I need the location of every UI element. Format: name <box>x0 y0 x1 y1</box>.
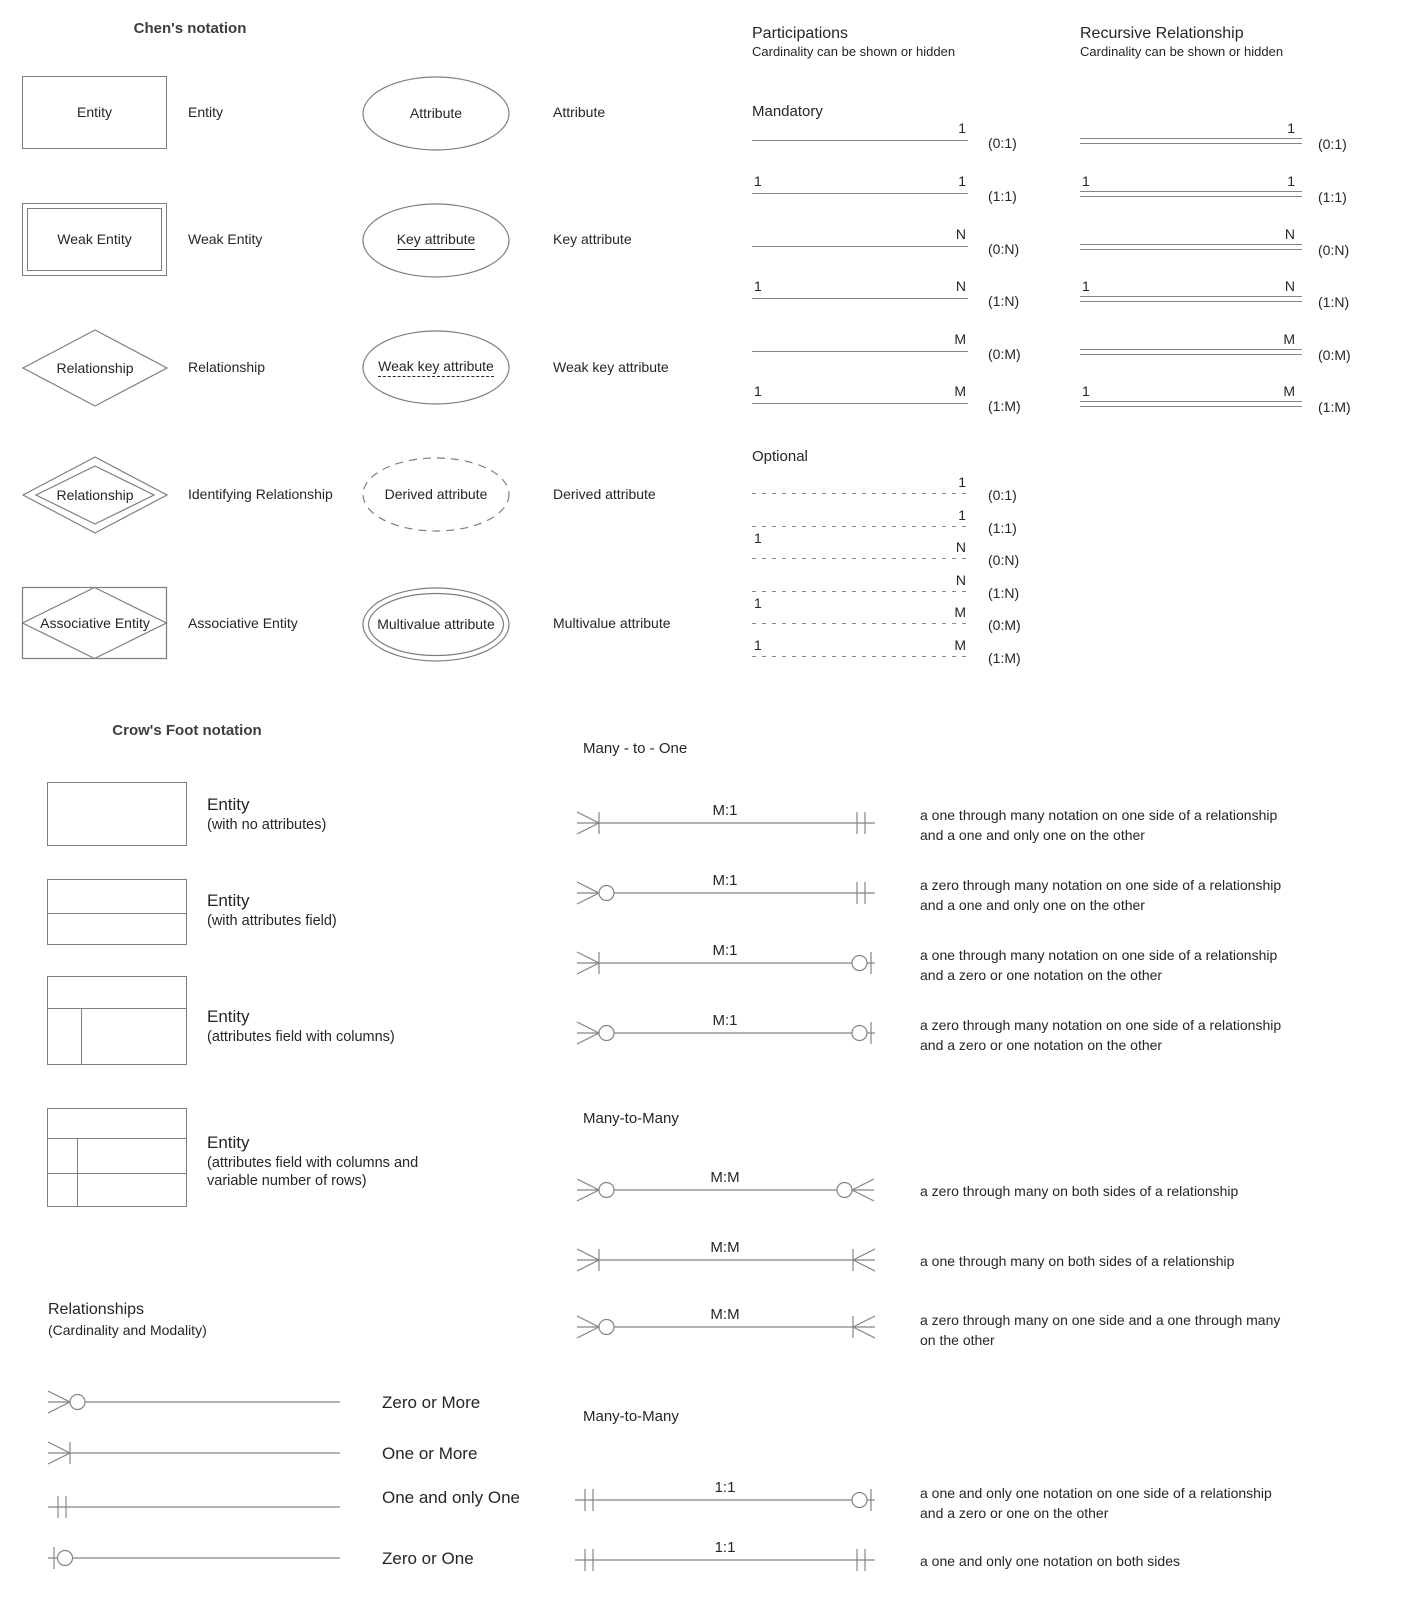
m1-row4-line-icon <box>575 1013 887 1053</box>
dashed-line <box>752 493 968 494</box>
oo-row2-label: 1:1 <box>714 1539 736 1556</box>
chen-relationship-label: Relationship <box>188 359 266 375</box>
right-cardinality: M <box>954 637 966 653</box>
description-line: a one through many on both sides of a relationship <box>920 1253 1235 1269</box>
right-cardinality: 1 <box>958 173 966 189</box>
derived-attribute-shape-text: Derived attribute <box>384 486 488 502</box>
mm-row2-label: M:M <box>710 1239 740 1256</box>
description-line: and a one and only one on the other <box>920 826 1145 843</box>
left-cardinality: 1 <box>754 278 762 294</box>
crows-foot-title: Crow's Foot notation <box>112 722 262 739</box>
attr-field-divider <box>48 913 186 914</box>
right-cardinality: 1 <box>1287 173 1295 189</box>
cardinality-pair: (1:M) <box>988 398 1021 414</box>
description-line: on the other <box>920 1331 995 1348</box>
derived-attribute-label: Derived attribute <box>553 486 656 502</box>
mandatory-row-1-1 <box>752 171 1052 207</box>
zero-or-one-label: Zero or One <box>382 1549 474 1568</box>
left-cardinality: 1 <box>754 530 762 546</box>
crowsfoot-entity-rows <box>47 1108 187 1207</box>
mm-row1-description <box>920 1182 1238 1202</box>
relationship-shape-text: Relationship <box>56 359 134 376</box>
dashed-line <box>752 623 968 624</box>
cardinality-pair: (1:1) <box>988 188 1017 204</box>
recursive-row-0-n <box>1080 224 1380 260</box>
zero-or-one-line-icon <box>48 1538 348 1578</box>
dashed-line <box>752 591 968 592</box>
dashed-line <box>752 526 968 527</box>
description-line: a zero through many notation on one side of a relationship <box>920 1017 1282 1033</box>
crowsfoot-entity-columns-label: Entity <box>207 1007 250 1026</box>
oo-row1-label: 1:1 <box>714 1479 736 1496</box>
double-line <box>1080 349 1302 355</box>
header-divider <box>48 1008 186 1009</box>
optional-row-0-m <box>752 602 1052 638</box>
left-cardinality: 1 <box>1082 383 1090 399</box>
double-line <box>1080 401 1302 407</box>
right-cardinality: 1 <box>958 474 966 490</box>
recursive-relationship-subtitle: Cardinality can be shown or hidden <box>1080 44 1284 59</box>
dashed-line <box>752 558 968 559</box>
cardinality-pair: (1:1) <box>988 520 1017 536</box>
key-attribute-label: Key attribute <box>553 231 632 247</box>
relationships-subtitle: (Cardinality and Modality) <box>48 1322 207 1338</box>
oo-row2-description <box>920 1552 1180 1572</box>
recursive-relationship-title: Recursive Relationship <box>1080 25 1244 42</box>
m1-row1-label: M:1 <box>712 802 738 819</box>
recursive-row-1-m <box>1080 381 1380 417</box>
one-or-more-line-icon <box>48 1433 348 1473</box>
left-cardinality: 1 <box>754 595 762 611</box>
m1-row4-label: M:1 <box>712 1012 738 1029</box>
row-divider <box>48 1173 186 1174</box>
crowsfoot-entity-rows-label: Entity <box>207 1133 250 1152</box>
zero-or-more-line-icon <box>48 1382 348 1422</box>
cardinality-pair: (0:N) <box>1318 242 1350 258</box>
mandatory-row-0-m <box>752 329 1052 365</box>
mandatory-row-0-1 <box>752 118 1052 154</box>
crowsfoot-entity-rows-sublabel: (attributes field with columns and variable number of rows) <box>207 1155 419 1189</box>
description-line: a zero through many notation on one side of a relationship <box>920 877 1282 893</box>
chen-notation-title: Chen's notation <box>133 20 247 37</box>
description-line: a one and only one notation on one side of a relationship <box>920 1485 1272 1501</box>
m1-row1-line-icon <box>575 803 887 843</box>
associative-entity-shape-text: Associative Entity <box>40 615 150 631</box>
mm-row2-description <box>920 1252 1234 1272</box>
mandatory-row-1-m <box>752 381 1052 417</box>
right-cardinality: M <box>954 604 966 620</box>
many-to-many-title: Many-to-Many <box>583 1110 679 1127</box>
right-cardinality: M <box>1283 331 1295 347</box>
attribute-shape-text: Attribute <box>409 105 463 121</box>
solid-line <box>752 403 968 404</box>
cardinality-pair: (0:M) <box>1318 347 1351 363</box>
description-line: a zero through many on both sides of a relationship <box>920 1183 1239 1199</box>
mm-row3-description <box>920 1311 1280 1350</box>
chen-entity-shape: Entity <box>22 76 167 149</box>
cardinality-pair: (0:N) <box>988 241 1020 257</box>
double-line <box>1080 296 1302 302</box>
cardinality-pair: (1:N) <box>988 585 1020 601</box>
cardinality-pair: (1:1) <box>1318 189 1347 205</box>
dashed-line <box>752 656 968 657</box>
right-cardinality: N <box>955 226 966 242</box>
crowsfoot-entity-plain <box>47 782 187 846</box>
right-cardinality: N <box>1284 226 1295 242</box>
right-cardinality: M <box>954 331 966 347</box>
m1-row2-label: M:1 <box>712 872 738 889</box>
weak-entity-shape-text: Weak Entity <box>57 231 132 247</box>
mandatory-heading: Mandatory <box>752 103 823 120</box>
cardinality-pair: (0:1) <box>988 487 1017 503</box>
left-cardinality: 1 <box>1082 278 1090 294</box>
oo-row1-description <box>920 1484 1272 1523</box>
right-cardinality: 1 <box>958 120 966 136</box>
many-to-one-title: Many - to - One <box>583 740 688 757</box>
left-cardinality: 1 <box>1082 173 1090 189</box>
description-line: a one through many notation on one side of a relationship <box>920 947 1278 963</box>
optional-row-1-m <box>752 635 1052 671</box>
optional-row-1-n <box>752 570 1052 611</box>
crowsfoot-entity-plain-sublabel: (with no attributes) <box>207 817 327 833</box>
crowsfoot-entity-attrfield-sublabel: (with attributes field) <box>207 913 337 929</box>
description-line: and a zero or one on the other <box>920 1504 1109 1521</box>
header-divider <box>48 1138 186 1139</box>
mandatory-row-0-n <box>752 224 1052 260</box>
cardinality-pair: (0:1) <box>988 135 1017 151</box>
cardinality-pair: (1:M) <box>988 650 1021 666</box>
m1-row2-description <box>920 876 1281 915</box>
solid-line <box>752 193 968 194</box>
m1-row3-line-icon <box>575 943 887 983</box>
m1-row4-description <box>920 1016 1281 1055</box>
optional-row-1-1 <box>752 505 1052 546</box>
double-line <box>1080 244 1302 250</box>
recursive-row-0-1 <box>1080 118 1380 154</box>
recursive-row-0-m <box>1080 329 1380 365</box>
right-cardinality: N <box>955 539 966 555</box>
m1-row2-line-icon <box>575 873 887 913</box>
optional-heading: Optional <box>752 448 808 465</box>
right-cardinality: N <box>955 572 966 588</box>
column-divider <box>81 1008 82 1064</box>
weak-key-attribute-label: Weak key attribute <box>553 359 669 375</box>
solid-line <box>752 246 968 247</box>
one-or-more-label: One or More <box>382 1444 478 1463</box>
chen-entity-label: Entity <box>188 104 224 120</box>
description-line: a one through many notation on one side of a relationship <box>920 807 1278 823</box>
many-to-many-2-title: Many-to-Many <box>583 1408 679 1425</box>
mm-row2-line-icon <box>575 1240 887 1280</box>
key-attribute-underlined-text: Key attribute <box>397 231 476 250</box>
mm-row1-label: M:M <box>710 1169 740 1186</box>
mandatory-row-1-n <box>752 276 1052 312</box>
solid-line <box>752 140 968 141</box>
one-and-only-one-line-icon <box>48 1487 348 1527</box>
column-divider <box>77 1138 78 1206</box>
cardinality-pair: (0:M) <box>988 617 1021 633</box>
crowsfoot-entity-attrfield <box>47 879 187 945</box>
cardinality-pair: (1:M) <box>1318 399 1351 415</box>
participations-title: Participations <box>752 25 849 42</box>
description-line: a zero through many on one side and a one through many <box>920 1312 1281 1328</box>
oo-row1-line-icon <box>575 1480 887 1520</box>
left-cardinality: 1 <box>754 173 762 189</box>
attribute-label: Attribute <box>553 104 606 120</box>
right-cardinality: N <box>1284 278 1295 294</box>
recursive-row-1-n <box>1080 276 1380 312</box>
description-line: and a zero or one notation on the other <box>920 966 1163 983</box>
solid-line <box>752 351 968 352</box>
description-line: and a one and only one on the other <box>920 896 1145 913</box>
cardinality-pair: (0:M) <box>988 346 1021 362</box>
weak-key-attribute-shape-text <box>362 330 510 405</box>
one-and-only-one-label: One and only One <box>382 1488 520 1507</box>
chen-weak-entity-shape <box>22 203 167 276</box>
crowsfoot-entity-columns-sublabel: (attributes field with columns) <box>207 1029 395 1045</box>
double-line <box>1080 191 1302 197</box>
cardinality-pair: (1:N) <box>988 293 1020 309</box>
optional-row-0-1 <box>752 472 1052 508</box>
right-cardinality: N <box>955 278 966 294</box>
chen-weak-entity-label: Weak Entity <box>188 231 263 247</box>
solid-line <box>752 298 968 299</box>
description-line: a one and only one notation on both sides <box>920 1553 1180 1569</box>
left-cardinality: 1 <box>754 383 762 399</box>
multivalue-attribute-label: Multivalue attribute <box>553 615 671 631</box>
m1-row1-description <box>920 806 1277 845</box>
recursive-row-1-1 <box>1080 171 1380 207</box>
description-line: and a zero or one notation on the other <box>920 1036 1163 1053</box>
right-cardinality: 1 <box>958 507 966 523</box>
relationships-title: Relationships <box>48 1301 145 1318</box>
oo-row2-line-icon <box>575 1540 887 1580</box>
weak-key-attribute-dashed-underline-text: Weak key attribute <box>378 358 494 377</box>
participations-subtitle: Cardinality can be shown or hidden <box>752 44 956 59</box>
optional-row-0-n <box>752 537 1052 573</box>
cardinality-pair: (0:1) <box>1318 136 1347 152</box>
mm-row3-label: M:M <box>710 1306 740 1323</box>
right-cardinality: 1 <box>1287 120 1295 136</box>
left-cardinality: 1 <box>754 637 762 653</box>
mm-row1-line-icon <box>575 1170 887 1210</box>
mm-row3-line-icon <box>575 1307 887 1347</box>
crowsfoot-entity-attrfield-label: Entity <box>207 891 250 910</box>
m1-row3-description <box>920 946 1277 985</box>
weak-entity-inner-border <box>27 208 162 271</box>
chen-identifying-relationship-label: Identifying Relationship <box>188 486 333 502</box>
zero-or-more-label: Zero or More <box>382 1393 481 1412</box>
identifying-relationship-shape-text: Relationship <box>56 486 134 503</box>
chen-associative-entity-label: Associative Entity <box>188 615 298 631</box>
double-line <box>1080 138 1302 144</box>
crowsfoot-entity-plain-label: Entity <box>207 795 250 814</box>
key-attribute-shape-text <box>362 203 510 278</box>
right-cardinality: M <box>1283 383 1295 399</box>
cardinality-pair: (0:N) <box>988 552 1020 568</box>
m1-row3-label: M:1 <box>712 942 738 959</box>
multivalue-attribute-shape-text: Multivalue attribute <box>377 616 495 632</box>
cardinality-pair: (1:N) <box>1318 294 1350 310</box>
right-cardinality: M <box>954 383 966 399</box>
crowsfoot-entity-columns <box>47 976 187 1065</box>
